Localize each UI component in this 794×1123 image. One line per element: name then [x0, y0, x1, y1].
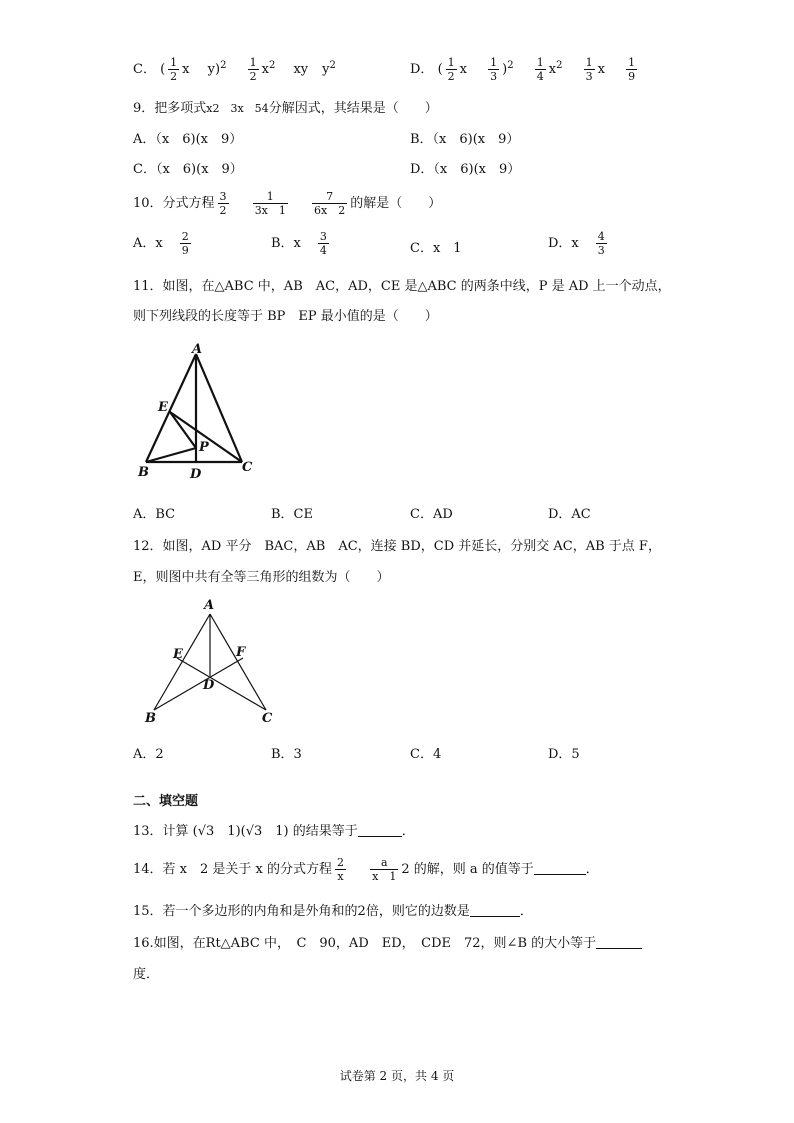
q11-line2: 则下列线段的长度等于 BP EP 最小值的是（ ） [133, 309, 438, 324]
label-a: A [204, 598, 215, 613]
q12-triangle-figure [140, 596, 285, 728]
label-c: C [242, 460, 253, 475]
label-c: C [262, 711, 273, 726]
answer-blank[interactable] [358, 836, 402, 837]
q9-option-b: B．（x 6)(x 9） [410, 132, 520, 147]
q9-option-d: D．（x 6)(x 9） [410, 162, 521, 177]
q10-option-b: B．x $\frac{3}{4}$ [271, 230, 327, 257]
segment-ac [210, 614, 266, 710]
segment-bp [146, 448, 196, 462]
fraction: $\frac{1}{2}$ [170, 56, 178, 83]
q10-option-a: A．x $\frac{2}{9}$ [133, 230, 189, 257]
q16-line2: 度． [133, 967, 160, 982]
segment-ab [154, 614, 210, 710]
q9-stem: 9．把多项式x2 3x 54分解因式，其结果是（ ） [133, 101, 438, 116]
q15: 15．若一个多边形的内角和是外角和的2倍，则它的边数是 ． [133, 904, 533, 919]
q10-option-d: D．x $\frac{4}{3}$ [548, 230, 605, 257]
answer-blank[interactable] [470, 916, 520, 917]
label-e: E [158, 400, 168, 415]
label-f: F [236, 645, 246, 660]
page-footer: 试卷第 2 页，共 4 页 [339, 1069, 455, 1083]
q8-option-d: D． ( $\frac{1}{2}$ x $\frac{1}{3}$ )$^2$ $\frac{1}{4}$ $x^2$ $\frac{1}{3}$ x $\frac{1}{9}$ [410, 56, 636, 83]
q10-option-c: C．x 1 [410, 241, 462, 256]
label-d: D [190, 467, 202, 482]
answer-blank[interactable] [534, 874, 586, 875]
q10-stem: 10．分式方程 $\frac{3}{2}$ $\frac{1}{3x 1}$ $\frac{7}{6x 2}$ 的解是（ ） [133, 190, 442, 217]
answer-blank[interactable] [596, 948, 642, 949]
segment-ab [146, 354, 196, 462]
q14: 14．若 x 2 是关于 x 的分式方程 $\frac{2}{x}$ $\frac{a}{x 1}$ 2 的解，则 a 的值等于 ． [133, 856, 599, 883]
q11-option-b: B．CE [271, 507, 313, 522]
q11-option-a: A．BC [133, 507, 176, 522]
label-d: D [203, 678, 215, 693]
q9-option-a: A．（x 6)(x 9） [133, 132, 243, 147]
q13: 13．计算 (√3 1)(√3 1) 的结果等于 ． [133, 824, 415, 839]
q12-line1: 12．如图，AD 平分 BAC，AB AC，连接 BD，CD 并延长，分别交 AC，AB 于点 F， [133, 539, 661, 554]
q12-option-d: D．5 [548, 747, 580, 762]
q12-line2: E，则图中共有全等三角形的组数为（ ） [133, 570, 390, 585]
label-e: E [173, 647, 183, 662]
q11-option-d: D．AC [548, 507, 591, 522]
segment-bf [154, 658, 243, 710]
label-a: A [192, 342, 203, 357]
segment-ce [177, 658, 266, 710]
q12-option-a: A．2 [133, 747, 164, 762]
label-b: B [145, 711, 156, 726]
q11-option-c: C．AD [410, 507, 453, 522]
q11-line1: 11．如图，在△ABC 中，AB AC，AD，CE 是△ABC 的两条中线，P 是 AD 上一个动点， [133, 279, 671, 294]
q12-option-c: C．4 [410, 747, 442, 762]
q16-line1: 16.如图，在Rt△ABC 中， C 90，AD ED， CDE 72，则∠B 的大小等于 [133, 932, 642, 951]
label-p: P [199, 440, 209, 455]
q9-option-c: C．（x 6)(x 9） [133, 162, 243, 177]
q12-option-b: B．3 [271, 747, 302, 762]
label-b: B [138, 465, 149, 480]
section-title: 二、填空题 [133, 794, 199, 809]
q11-triangle-figure [130, 338, 270, 483]
q8-option-c: C． ( $\frac{1}{2}$ x y)$^2$ $\frac{1}{2}$ $x^2$ xy $y^2$ [133, 56, 336, 83]
segment-ep [170, 412, 196, 448]
